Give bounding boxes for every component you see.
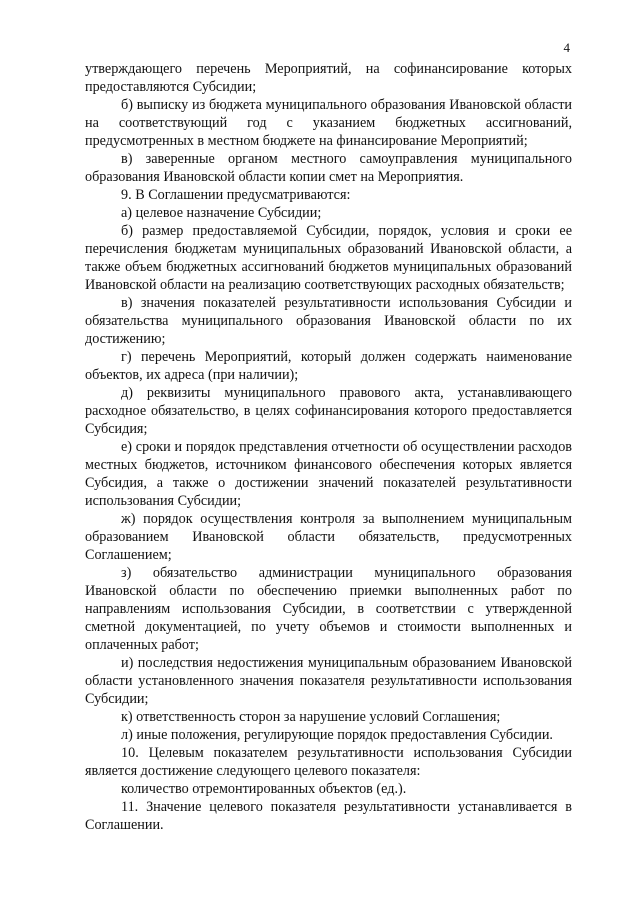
- paragraph-item-k: к) ответственность сторон за нарушение условий Соглашения;: [121, 709, 501, 725]
- paragraph-continuation: утверждающего перечень Мероприятий, на софинансирование которых предоставляются Субсидии;: [85, 61, 572, 95]
- paragraph-item-l: л) иные положения, регулирующие порядок предоставления Субсидии.: [121, 727, 553, 743]
- paragraph-item-z: з) обязательство администрации муниципального образования Ивановской области по обеспечению приемки выполненных работ по направлениям использования Субсидии, в соответствии с утвержденной сметной документацией, по учету объемов и стоимости выполненных и оплаченных работ;: [85, 565, 572, 653]
- paragraph-item-b: б) размер предоставляемой Субсидии, порядок, условия и сроки ее перечисления бюджетам муниципальных образований Ивановской области, а также объем бюджетных ассигнований бюджетов муниципальных образований Ивановской области на реализацию соответствующих расходных обязательств;: [85, 223, 572, 293]
- paragraph-item-v: в) значения показателей результативности использования Субсидии и обязательства муниципального образования Ивановской области по их достижению;: [85, 295, 572, 347]
- paragraph-item-zh: ж) порядок осуществления контроля за выполнением муниципальным образованием Ивановской области обязательств, предусмотренных Соглашением;: [85, 511, 572, 563]
- paragraph-section-11: 11. Значение целевого показателя результативности устанавливается в Соглашении.: [85, 799, 572, 833]
- paragraph-section-9: 9. В Соглашении предусматриваются:: [121, 187, 351, 203]
- paragraph-item-b-budget-extract: б) выписку из бюджета муниципального образования Ивановской области на соответствующий год с указанием бюджетных ассигнований, предусмотренных в местном бюджете на финансирование Мероприятий;: [85, 97, 572, 149]
- page-number: 4: [563, 40, 570, 55]
- paragraph-item-d: д) реквизиты муниципального правового акта, устанавливающего расходное обязательство, в целях софинансирования которого предоставляется Субсидия;: [85, 385, 572, 437]
- paragraph-section-10: 10. Целевым показателем результативности использования Субсидии является достижение следующего целевого показателя:: [85, 745, 572, 779]
- paragraph-target-indicator: количество отремонтированных объектов (ед.).: [121, 781, 407, 797]
- paragraph-item-i: и) последствия недостижения муниципальным образованием Ивановской области установленного значения показателя результативности использования Субсидии;: [85, 655, 572, 707]
- paragraph-item-v-estimates: в) заверенные органом местного самоуправления муниципального образования Ивановской области копии смет на Мероприятия.: [85, 151, 572, 185]
- paragraph-item-g: г) перечень Мероприятий, который должен содержать наименование объектов, их адреса (при наличии);: [85, 349, 572, 383]
- paragraph-item-e: е) сроки и порядок представления отчетности об осуществлении расходов местных бюджетов, источником финансового обеспечения которых является Субсидия, а также о достижении значений показателей результативности использования Субсидии;: [85, 439, 572, 509]
- paragraph-item-a: а) целевое назначение Субсидии;: [121, 205, 322, 221]
- document-body: [85, 60, 572, 834]
